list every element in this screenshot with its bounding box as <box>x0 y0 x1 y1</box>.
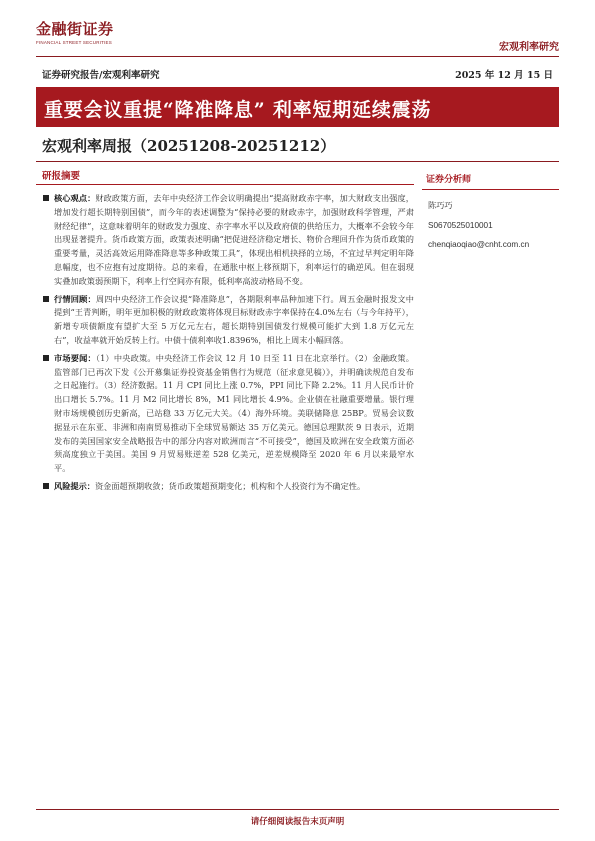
paragraph-text: （1）中央政策。中央经济工作会议 12 月 10 日至 11 日在北京举行。（2）金融政策。监管部门已再次下发《公开募集证券投资基金销售行为规范（征求意见稿）》，并明确读规范自发布之日起施行。（3）经济数据。11 月 CPI 同比上涨 0.7%，PPI 同比下降 2.2%。11 月人民币计价出口增长 5.7%。11 月 M2 同比增长 8%，M1 同比增长 4.9%。企业债在社融重要增量。银行理财市场规模创历史新高，已站稳 33 万亿元大关。（4）海外环境。美联储降息 25BP。贸易会议数据显示在东亚、非洲和南南贸易推动下全球贸易额达 35 万亿美元。德国总理默茨 9 日表示，近期发布的美国国家安全战略报告中的部分内容对欧洲而言“不可接受”，德国及欧洲在安全政策方面必须高度独立于美国。美国 9 月贸易账逆差 528 亿美元，逆差规模降至 2020 年 6 月以来最窄水平。 <box>54 352 414 474</box>
company-logo <box>36 18 114 45</box>
summary-divider <box>36 184 414 185</box>
summary-label: 研报摘要 <box>42 171 81 182</box>
headline-banner <box>36 87 559 127</box>
bullet-square-icon <box>43 483 49 489</box>
summary-paragraph-core <box>40 192 414 289</box>
paragraph-lead: 市场要闻： <box>54 352 96 363</box>
headline-text: 重要会议重提“降准降息” 利率短期延续震荡 <box>44 99 432 121</box>
title-divider <box>36 161 559 162</box>
summary-body <box>40 192 414 494</box>
footer-divider <box>36 809 559 810</box>
paragraph-lead: 行情回顾： <box>54 293 96 304</box>
header-category: 宏观利率研究 <box>499 42 559 53</box>
bullet-square-icon <box>43 296 49 302</box>
analyst-label: 证券分析师 <box>422 168 559 190</box>
paragraph-text: 资金面超预期收敛；货币政策超预期变化；机构和个人投资行为不确定性。 <box>94 480 366 491</box>
summary-paragraph-news <box>40 352 414 476</box>
report-date: 2025 年 12 月 15 日 <box>455 70 553 81</box>
analyst-email[interactable]: chenqiaoqiao@cnht.com.cn <box>428 240 530 249</box>
header-divider <box>36 56 559 57</box>
analyst-name: 陈巧巧 <box>428 200 453 210</box>
paragraph-text: 财政政策方面，去年中央经济工作会议明确提出“提高财政赤字率，加大财政支出强度，增加发行超长期特别国债”，而今年的表述调整为“保持必要的财政赤字，加强财政科学管理，严肃财经纪律”，这意味着明年的财政发力强度、赤字率水平以及政府债的供给压力，大概率不会较今年出现显著提升。货币政策方面，政策表述明确“把促进经济稳定增长、物价合理回升作为货币政策的重要考量，灵活高效运用降准降息等多种政策工具”，体现出相机抉择的立场，不宜过早判定明年降息幅度，也不应抱有过度期待。总的来看，在通胀中枢上移预期下，利率运行的确逆风。但在弱现实叠加政策弱预期下，利率上行空间亦有限，低利率高波动格局不变。 <box>54 193 414 286</box>
summary-paragraph-market-review <box>40 293 414 348</box>
report-title: 宏观利率周报（20251208-20251212） <box>42 137 336 155</box>
bullet-square-icon <box>43 195 49 201</box>
paragraph-lead: 核心观点： <box>54 193 96 203</box>
analyst-sidebar <box>422 168 559 249</box>
paragraph-lead: 风险提示： <box>54 480 95 491</box>
report-type: 证券研究报告/宏观利率研究 <box>42 70 160 81</box>
paragraph-text: 周四中央经济工作会议提“降准降息”，各期限利率品种加速下行。周五金融时报发文中提到“王青判断，明年更加积极的财政政策将体现目标财政赤字率保持在4.0%左右（与今年持平），新增专项债额度有望扩大至 5 万亿元左右，超长期特别国债发行规模可能扩大到 1.8 万亿元左右”，收益率就开始反转上行。中债十债利率收1.8396%，相比上周末小幅回落。 <box>54 293 414 345</box>
analyst-license-id: S0670525010001 <box>428 221 493 230</box>
bullet-square-icon <box>43 355 49 361</box>
logo-main-text: 金融街证券 <box>36 20 114 38</box>
summary-paragraph-risk <box>40 480 414 494</box>
footer-disclaimer: 请仔细阅读报告末页声明 <box>250 817 345 827</box>
logo-sub-text: FINANCIAL STREET SECURITIES <box>36 40 112 45</box>
